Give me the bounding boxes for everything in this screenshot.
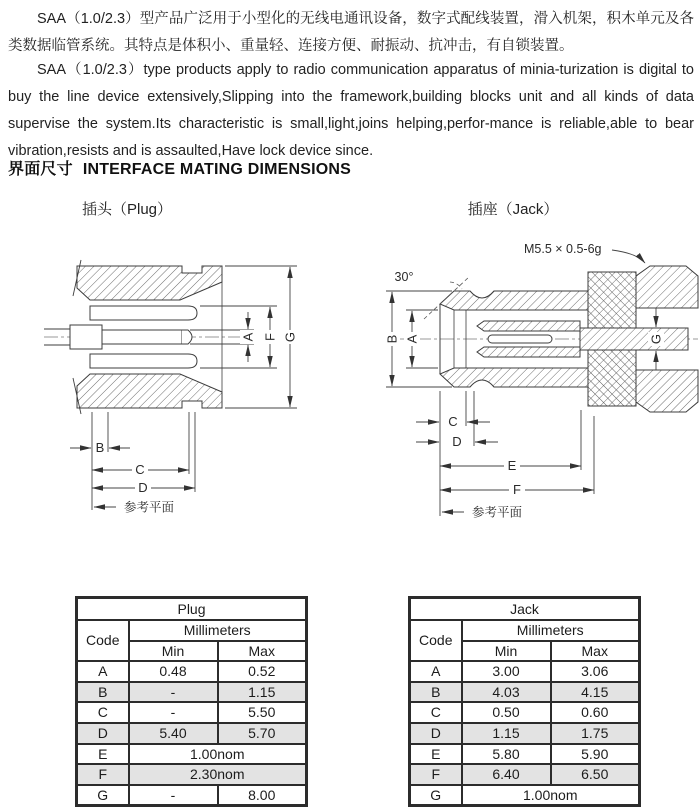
table-row — [410, 785, 640, 806]
table-row — [410, 723, 640, 744]
jack-drawing — [366, 224, 700, 536]
table-row — [77, 785, 307, 806]
table-row — [410, 744, 640, 765]
code-cell: D — [77, 723, 129, 744]
jack-table-title: Jack — [410, 598, 640, 621]
min-cell: 3.00 — [462, 661, 551, 682]
min-cell: 0.50 — [462, 702, 551, 723]
table-row — [410, 682, 640, 703]
jack-dim-label-a: A — [404, 334, 420, 344]
code-cell: F — [77, 764, 129, 785]
plug-center-pin — [70, 325, 192, 349]
min-cell: - — [129, 682, 218, 703]
min-cell: 1.15 — [462, 723, 551, 744]
max-cell: 1.75 — [551, 723, 640, 744]
plug-figure-title: 插头（Plug） — [81, 201, 173, 218]
jack-figure-title: 插座（Jack） — [467, 201, 559, 218]
code-cell: B — [410, 682, 462, 703]
unit-header: Millimeters — [129, 620, 307, 641]
min-header: Min — [462, 641, 551, 662]
max-cell: 5.70 — [218, 723, 307, 744]
max-cell: 4.15 — [551, 682, 640, 703]
max-cell: 5.50 — [218, 702, 307, 723]
min-cell: 4.03 — [462, 682, 551, 703]
plug-dim-label-a: A — [240, 332, 256, 342]
table-row — [77, 764, 307, 785]
code-cell: A — [410, 661, 462, 682]
max-cell: 6.50 — [551, 764, 640, 785]
section-heading-cn: 界面尺寸 — [8, 161, 73, 178]
min-header: Min — [129, 641, 218, 662]
table-row — [77, 598, 307, 621]
code-cell: D — [410, 723, 462, 744]
table-row — [410, 702, 640, 723]
plug-dim-label-b: B — [95, 440, 105, 455]
code-cell: A — [77, 661, 129, 682]
jack-dim-label-c: C — [448, 414, 458, 429]
min-cell: 5.40 — [129, 723, 218, 744]
jack-angle-label: 30° — [394, 270, 414, 284]
table-row — [77, 661, 307, 682]
span-cell: 2.30nom — [129, 764, 307, 785]
code-cell: C — [77, 702, 129, 723]
table-row — [410, 661, 640, 682]
code-header: Code — [77, 620, 129, 661]
max-cell: 5.90 — [551, 744, 640, 765]
jack-dim-label-g: G — [648, 333, 664, 345]
jack-dimension-table — [408, 596, 641, 807]
span-cell: 1.00nom — [129, 744, 307, 765]
table-row — [77, 744, 307, 765]
table-row — [77, 620, 307, 641]
table-row — [410, 764, 640, 785]
code-header: Code — [410, 620, 462, 661]
table-row — [77, 723, 307, 744]
plug-dim-label-d: D — [138, 480, 148, 495]
max-cell: 0.52 — [218, 661, 307, 682]
plug-dimension-table — [75, 596, 308, 807]
max-cell: 1.15 — [218, 682, 307, 703]
jack-center-conductor — [580, 328, 688, 350]
plug-dim-label-c: C — [135, 462, 145, 477]
max-header: Max — [218, 641, 307, 662]
table-row — [410, 620, 640, 641]
jack-thread-label: M5.5 × 0.5-6g — [524, 242, 602, 256]
min-cell: - — [129, 702, 218, 723]
max-cell: 0.60 — [551, 702, 640, 723]
table-row — [77, 702, 307, 723]
section-heading — [8, 156, 351, 179]
jack-ref-plane-label: 参考平面 — [472, 505, 523, 520]
code-cell: E — [410, 744, 462, 765]
jack-thread-leader — [612, 250, 645, 263]
max-cell: 8.00 — [218, 785, 307, 806]
jack-dim-label-d: D — [452, 434, 462, 449]
table-row — [410, 598, 640, 621]
unit-header: Millimeters — [462, 620, 640, 641]
section-heading-en: INTERFACE MATING DIMENSIONS — [82, 161, 352, 178]
code-cell: G — [410, 785, 462, 806]
min-cell: 5.80 — [462, 744, 551, 765]
code-cell: B — [77, 682, 129, 703]
max-header: Max — [551, 641, 640, 662]
plug-extension-lines — [92, 412, 195, 510]
jack-dim-label-e: E — [507, 458, 517, 473]
min-cell: 6.40 — [462, 764, 551, 785]
min-cell: - — [129, 785, 218, 806]
min-cell: 0.48 — [129, 661, 218, 682]
plug-table-title: Plug — [77, 598, 307, 621]
jack-dim-label-b: B — [384, 334, 400, 344]
table-row — [77, 682, 307, 703]
plug-drawing — [32, 226, 338, 536]
code-cell: F — [410, 764, 462, 785]
jack-dim-label-f: F — [513, 482, 521, 497]
code-cell: E — [77, 744, 129, 765]
span-cell: 1.00nom — [462, 785, 640, 806]
intro-paragraph-en: SAA（1.0/2.3）type products apply to radio communication apparatus of minia-turization is digital to buy the line device extensively,Slipping into the framework,building blocks unit and all kinds of data supervise the system.Its characteristic is small,light,joins helping,perfor-mance is reliable,able to bear vibration,resists and is assaulted,Have lock device since. — [8, 62, 694, 159]
plug-ref-plane-label: 参考平面 — [124, 500, 175, 515]
max-cell: 3.06 — [551, 661, 640, 682]
plug-dim-label-g: G — [282, 331, 298, 343]
intro-paragraph-cn: SAA（1.0/2.3）型产品广泛用于小型化的无线电通讯设备，数字式配线装置，滑入机架，积木单元及各类数据临管系统。其特点是体积小、重量轻、连接方便、耐振动、抗冲击，有自锁装置。 — [8, 11, 694, 54]
code-cell: C — [410, 702, 462, 723]
jack-extension-lines — [440, 391, 594, 516]
plug-dim-label-f: F — [262, 333, 278, 341]
code-cell: G — [77, 785, 129, 806]
